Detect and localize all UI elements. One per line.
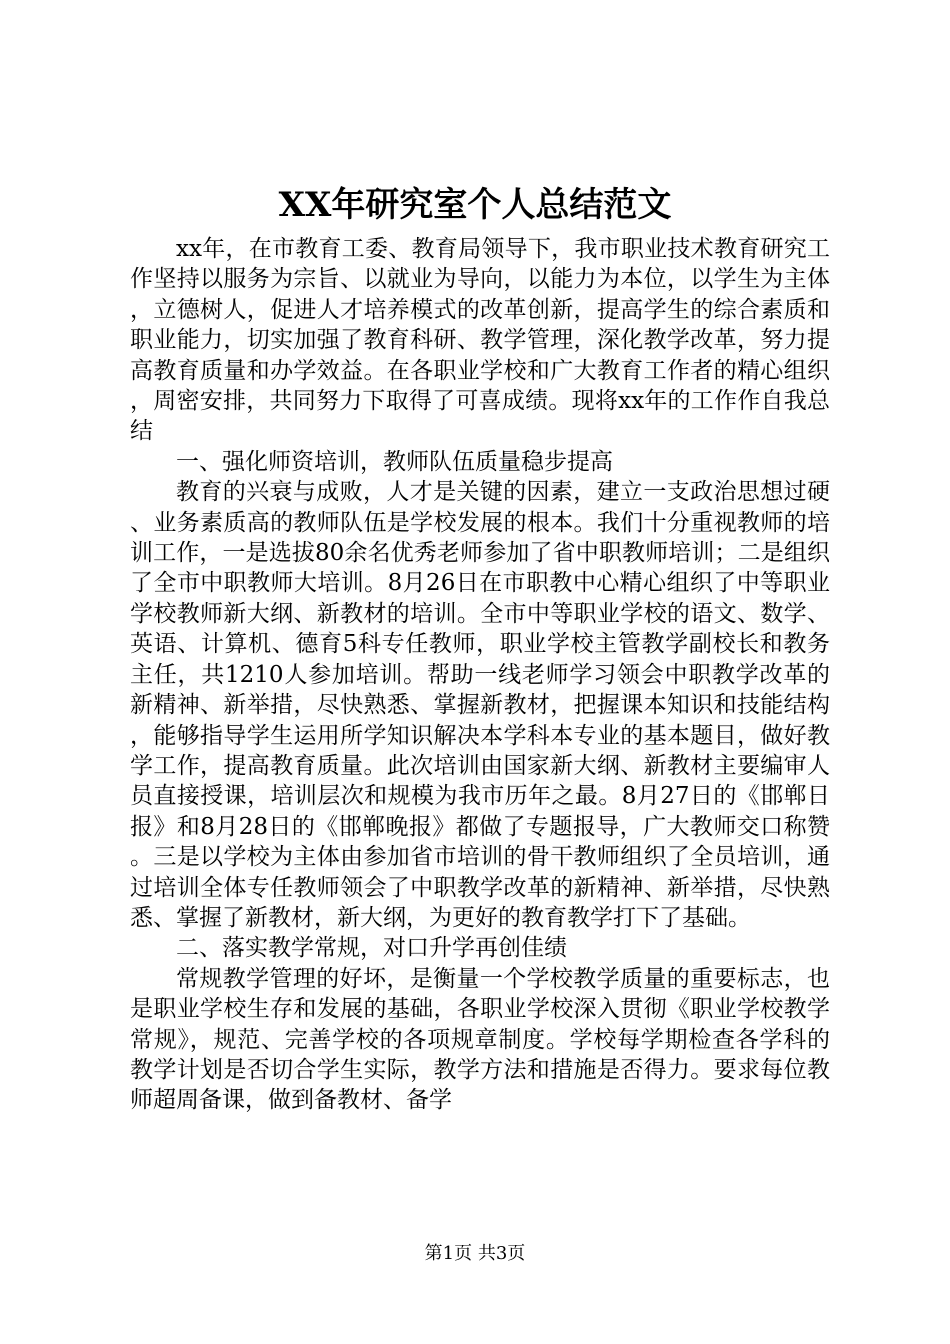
paragraph-intro: xx年，在市教育工委、教育局领导下，我市职业技术教育研究工作坚持以服务为宗旨、以就业为导向，以能力为本位，以学生为主体，立德树人，促进人才培养模式的改革创新，提高学生的综合素质和职业能力，切实加强了教育科研、教学管理，深化教学改革，努力提高教育质量和办学效益。在各职业学校和广大教育工作者的精心组织，周密安排，共同努力下取得了可喜成绩。现将xx年的工作作自我总结 bbox=[130, 236, 830, 445]
document-title: XX年研究室个人总结范文 bbox=[278, 185, 672, 225]
page-footer: 第1页 共3页 bbox=[424, 1243, 526, 1264]
paragraph-teaching-routine: 常规教学管理的好坏，是衡量一个学校教学质量的重要标志，也是职业学校生存和发展的基础，各职业学校深入贯彻《职业学校教学常规》，规范、完善学校的各项规章制度。学校每学期检查各学科的教学计划是否切合学生实际，教学方法和措施是否得力。要求每位教师超周备课，做到备教材、备学 bbox=[130, 965, 830, 1114]
paragraph-teacher-training: 教育的兴衰与成败，人才是关键的因素，建立一支政治思想过硬、业务素质高的教师队伍是学校发展的根本。我们十分重视教师的培训工作，一是选拔80余名优秀老师参加了省中职教师培训；二是组织了全市中职教师大培训。8月26日在市职教中心精心组织了中等职业学校教师新大纲、新教材的培训。全市中等职业学校的语文、数学、英语、计算机、德育5科专任教师，职业学校主管教学副校长和教务主任，共1210人参加培训。帮助一线老师学习领会中职教学改革的新精神、新举措，尽快熟悉、掌握新教材，把握课本知识和技能结构，能够指导学生运用所学知识解决本学科本专业的基本题目，做好教学工作，提高教育质量。此次培训由国家新大纲、新教材主要编审人员直接授课，培训层次和规模为我市历年之最。8月27日的《邯郸日报》和8月28日的《邯郸晚报》都做了专题报导，广大教师交口称赞。三是以学校为主体由参加省市培训的骨干教师组织了全员培训，通过培训全体专任教师领会了中职教学改革的新精神、新举措，尽快熟悉、掌握了新教材，新大纲，为更好的教育教学打下了基础。 bbox=[130, 479, 830, 931]
section-heading-1: 一、强化师资培训，教师队伍质量稳步提高 bbox=[176, 448, 613, 475]
section-heading-2: 二、落实教学常规，对口升学再创佳绩 bbox=[176, 935, 567, 962]
document-body bbox=[130, 234, 830, 1116]
